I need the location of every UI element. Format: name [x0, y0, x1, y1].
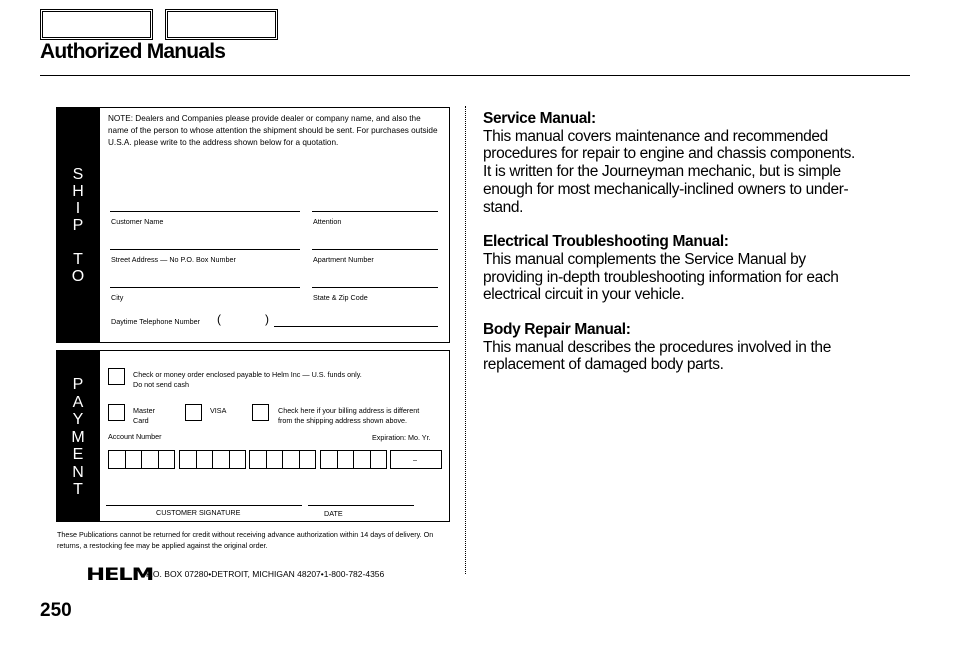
apartment-number-label: Apartment Number	[313, 255, 374, 264]
phone-paren-close: )	[265, 312, 269, 326]
side-letter: H	[72, 183, 84, 200]
helm-logo: HELM	[86, 565, 153, 585]
account-number-group-1[interactable]	[108, 450, 174, 469]
customer-signature-label: CUSTOMER SIGNATURE	[156, 508, 241, 517]
account-number-group-4[interactable]	[320, 450, 386, 469]
phone-paren-open: (	[217, 312, 221, 326]
side-letter: P	[72, 217, 84, 234]
attention-line[interactable]	[312, 211, 438, 212]
side-letter	[56, 235, 100, 252]
city-label: City	[111, 293, 124, 302]
side-letter: T	[73, 481, 83, 498]
side-letter: A	[72, 393, 84, 411]
header-tab-box-1	[40, 9, 153, 40]
customer-name-line[interactable]	[110, 211, 300, 212]
manual-descriptions	[483, 110, 903, 391]
state-zip-line[interactable]	[312, 287, 438, 288]
side-letter: M	[71, 428, 85, 446]
expiration-label: Expiration: Mo. Yr.	[372, 433, 431, 442]
column-divider	[465, 106, 466, 574]
side-letter: E	[72, 446, 84, 463]
check-money-order-label: Check or money order enclosed payable to Helm Inc — U.S. funds only. Do not send cash	[133, 370, 362, 389]
page-number: 250	[40, 600, 72, 621]
section-heading: Body Repair Manual:	[483, 321, 631, 339]
header-tab-box-2	[165, 9, 278, 40]
account-number-label: Account Number	[108, 432, 162, 441]
side-letter: I	[75, 200, 81, 217]
check-money-order-checkbox[interactable]	[108, 368, 125, 385]
billing-address-label: Check here if your billing address is different from the shipping address shown above.	[278, 406, 420, 425]
street-address-label: Street Address — No P.O. Box Number	[111, 255, 236, 264]
section-body: This manual describes the procedures involved in the replacement of damaged body parts.	[483, 338, 831, 374]
date-label: DATE	[324, 509, 343, 518]
side-letter: Y	[72, 411, 84, 428]
visa-checkbox[interactable]	[185, 404, 202, 421]
date-line[interactable]	[308, 505, 414, 506]
expiration-dash: –	[413, 455, 417, 464]
side-letter: T	[73, 251, 83, 268]
customer-signature-line[interactable]	[106, 505, 302, 506]
payment-side-label	[56, 350, 100, 522]
street-address-line[interactable]	[110, 249, 300, 250]
body-repair-manual-section	[483, 321, 903, 374]
section-body: This manual covers maintenance and recommended procedures for repair to engine and chassis components. It is written for the Journeyman mechanic, but is simple enough for most mechanically-inclined owners to under- stand.	[483, 127, 855, 216]
ship-to-form	[56, 107, 450, 343]
phone-number-line[interactable]	[274, 326, 438, 327]
ship-to-side-label	[56, 107, 100, 343]
returns-disclaimer: These Publications cannot be returned for credit without receiving advance authorization within 14 days of delivery. On returns, a restocking fee may be applied against the original order.	[57, 530, 434, 550]
payment-form	[56, 350, 450, 522]
state-zip-label: State & Zip Code	[313, 293, 368, 302]
mastercard-checkbox[interactable]	[108, 404, 125, 421]
section-body: This manual complements the Service Manual by providing in-depth troubleshooting information for each electrical circuit in your vehicle.	[483, 250, 839, 304]
billing-address-checkbox[interactable]	[252, 404, 269, 421]
service-manual-section	[483, 110, 903, 216]
side-letter: N	[72, 463, 84, 481]
customer-name-label: Customer Name	[111, 217, 164, 226]
daytime-phone-label: Daytime Telephone Number	[111, 317, 200, 326]
attention-label: Attention	[313, 217, 342, 226]
helm-address: P.O. BOX 07280•DETROIT, MICHIGAN 48207•1-800-782-4356	[146, 569, 385, 579]
title-divider	[40, 75, 910, 76]
side-letter: P	[72, 376, 84, 393]
mastercard-label: Master Card	[133, 406, 155, 425]
ship-to-note: NOTE: Dealers and Companies please provide dealer or company name, and also the name of the person to whose attention the shipment should be sent. For purchases outside U.S.A. please write to the address shown below for a quotation.	[108, 114, 438, 147]
apartment-number-line[interactable]	[312, 249, 438, 250]
electrical-manual-section	[483, 233, 903, 304]
account-number-group-2[interactable]	[179, 450, 245, 469]
section-heading: Electrical Troubleshooting Manual:	[483, 233, 729, 251]
section-heading: Service Manual:	[483, 110, 596, 127]
side-letter: O	[71, 268, 85, 285]
account-number-group-3[interactable]	[249, 450, 315, 469]
page-title: Authorized Manuals	[40, 40, 226, 63]
side-letter: S	[72, 166, 84, 183]
visa-label: VISA	[210, 406, 227, 415]
city-line[interactable]	[110, 287, 300, 288]
